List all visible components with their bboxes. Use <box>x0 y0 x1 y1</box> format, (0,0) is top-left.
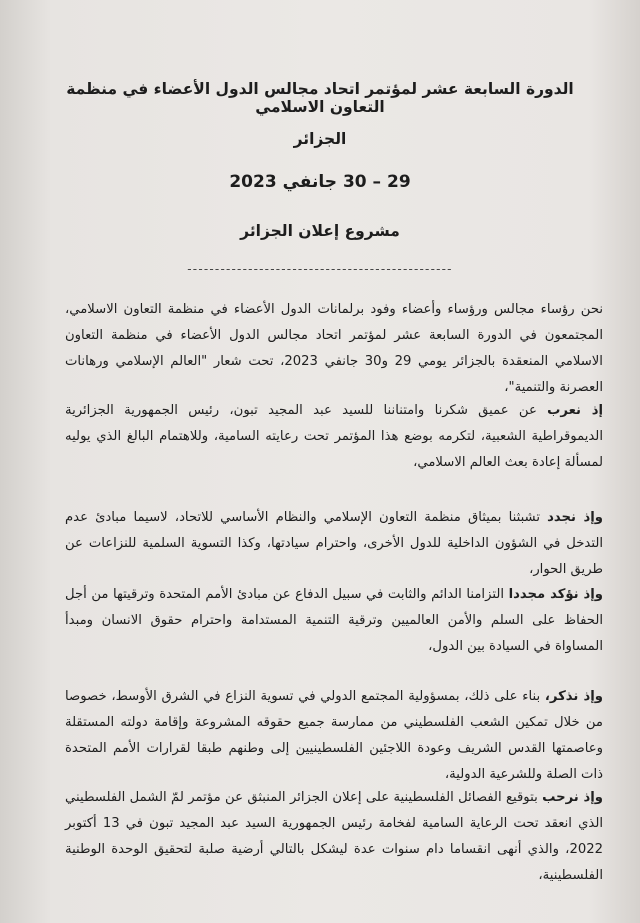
document-date: 29 – 30 جانفي 2023 <box>229 172 411 192</box>
paragraph-text: عن عميق شكرنا وامتناننا للسيد عبد المجيد تبون، رئيس الجمهورية الجزائرية الديموقراطية الشعبية، لتكرمه بوضع هذا المؤتمر تحت رعايته السامية، وللاهتمام البالغ الذي يوليه لمسألة إعادة بعث العالم الاسلامي، <box>65 403 603 470</box>
paragraph-lead: وإذ نرحب <box>542 790 604 805</box>
paragraph-text: التزامنا الدائم والثابت في سبيل الدفاع عن مبادئ الأمم المتحدة وترقيتها من أجل الحفاظ على السلم والأمن العالميين وترقية التنمية المستدامة واحترام حقوق الانسان ومبدأ المساواة في السيادة بين الدول، <box>65 587 603 654</box>
separator-line: ------------------------------------------------ <box>187 262 453 276</box>
paragraph-charter <box>65 505 603 583</box>
document-subtitle: مشروع إعلان الجزائر <box>240 222 400 240</box>
document-title: الدورة السابعة عشر لمؤتمر اتحاد مجالس الدول الأعضاء في منظمة التعاون الاسلامي <box>66 80 574 116</box>
paragraph-text: بتوقيع الفصائل الفلسطينية على إعلان الجزائر المنبثق عن مؤتمر لمّ الشمل الفلسطيني الذي انعقد تحت الرعاية السامية لفخامة رئيس الجمهورية السيد عبد المجيد تبون في 13 أكتوبر 2022، والذي أنهى انقساما دام سنوات عدة ليشكل بالتالي أرضية صلبة لتحقيق الوحدة الوطنية الفلسطينية، <box>65 790 604 883</box>
paragraph-text: نحن رؤساء مجالس ورؤساء وأعضاء وفود برلمانات الدول الأعضاء في منظمة التعاون الاسلامي، المجتمعون في الدورة السابعة عشر لمؤتمر اتحاد مجالس الدول الأعضاء في منظمة التعاون الاسلامي المنعقدة بالجزائر يومي 29 و30 جانفي 2023، تحت شعار "العالم الإسلامي ورهانات العصرنة والتنمية"، <box>65 302 603 395</box>
paragraph-preamble <box>65 297 603 401</box>
document-city: الجزائر <box>293 130 347 148</box>
paragraph-thanks <box>65 398 603 476</box>
paragraph-palestine <box>65 785 603 889</box>
paragraph-text: بناء على ذلك، بمسؤولية المجتمع الدولي في تسوية النزاع في الشرق الأوسط، خصوصا من خلال تمكين الشعب الفلسطيني من ممارسة جميع حقوقه المشروعة وإقامة دولته المستقلة وعاصمتها القدس الشريف وعودة اللاجئين الفلسطينيين إلى وطنهم طبقا لقرارات الأمم المتحدة ذات الصلة وللشرعية الدولية، <box>65 689 603 782</box>
paragraph-lead: إذ نعرب <box>547 403 603 418</box>
paragraph-lead: وإذ نجدد <box>547 510 604 525</box>
paragraph-lead: وإذ نؤكد مجددا <box>508 587 604 602</box>
paragraph-un-principles <box>65 582 603 660</box>
paragraph-text: تشبثنا بميثاق منظمة التعاون الإسلامي والنظام الأساسي للاتحاد، لاسيما مبادئ عدم التدخل في الشؤون الداخلية للدول الأخرى، واحترام سيادتها، وكذا التسوية السلمية للنزاعات عن طريق الحوار، <box>65 510 603 577</box>
paragraph-middle-east <box>65 684 603 788</box>
paragraph-lead: وإذ نذكر، <box>544 689 603 704</box>
